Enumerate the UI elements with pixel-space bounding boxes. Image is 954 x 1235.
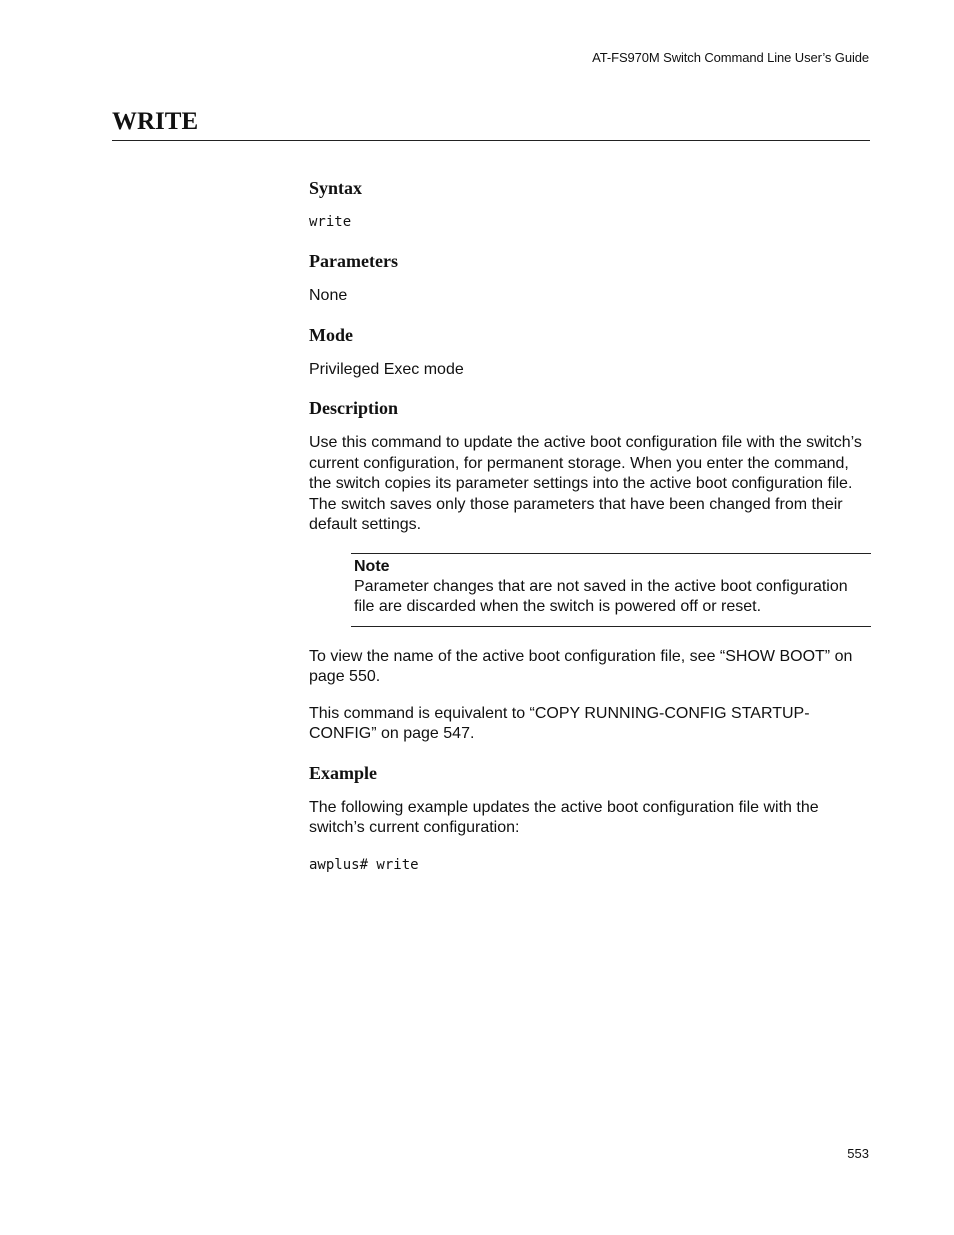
parameters-heading: Parameters: [309, 251, 398, 271]
note-label: Note: [354, 557, 390, 575]
title-divider: [112, 140, 870, 141]
example-heading: Example: [309, 762, 378, 783]
example-text: The following example updates the active boot configuration file with the switch’s current configuration:: [309, 798, 819, 836]
note-box: [351, 553, 871, 627]
mode-text: Privileged Exec mode: [309, 360, 464, 378]
description-paragraph-1: Use this command to update the active boot configuration file with the switch’s current configuration, for permanent storage. When you enter the command, the switch copies its parameter settings into the active boot configuration file. The switch saves only those parameters that have been changed from their default settings.: [309, 434, 862, 533]
syntax-heading: Syntax: [309, 178, 363, 198]
description-paragraph-2: To view the name of the active boot configuration file, see “SHOW BOOT” on page 550.: [309, 647, 853, 685]
description-heading: Description: [309, 398, 398, 418]
description-paragraph-3: This command is equivalent to “COPY RUNNING-CONFIG STARTUP-CONFIG” on page 547.: [309, 704, 810, 742]
syntax-code: write: [309, 214, 352, 230]
running-header: AT-FS970M Switch Command Line User’s Guide: [592, 50, 869, 65]
mode-heading: Mode: [309, 324, 353, 345]
page-number: 553: [847, 1146, 869, 1161]
page-title: WRITE: [112, 108, 199, 135]
command-content: [309, 177, 871, 893]
parameters-text: None: [309, 287, 348, 304]
note-text: Parameter changes that are not saved in the active boot configuration file are discarded when the switch is powered off or reset.: [354, 577, 848, 615]
example-code: awplus# write: [309, 856, 419, 873]
